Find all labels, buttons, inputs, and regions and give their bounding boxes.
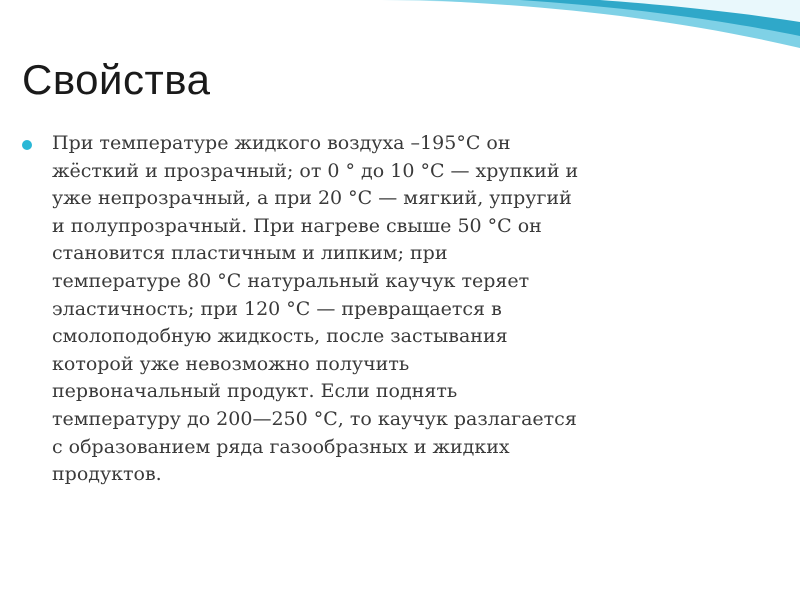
bullet-line: уже непрозрачный, а при 20 °С — мягкий, упругий	[52, 187, 572, 210]
slide-title: Свойства	[22, 56, 211, 103]
bullet-line: с образованием ряда газообразных и жидких	[52, 435, 510, 458]
bullet-line: смолоподобную жидкость, после застывания	[52, 325, 508, 348]
bullet-line: жёсткий и прозрачный; от 0 ° до 10 °С — хрупкий и	[52, 159, 579, 182]
bullet-line: температуре 80 °С натуральный каучук теряет	[52, 269, 530, 292]
wave-decoration	[0, 0, 800, 60]
bullet-line: эластичность; при 120 °С — превращается в	[52, 297, 502, 320]
bullet-line: которой уже невозможно получить	[52, 352, 410, 375]
bullet-line: продуктов.	[52, 463, 162, 486]
bullet-line: первоначальный продукт. Если поднять	[52, 380, 458, 403]
bullet-line: становится пластичным и липким; при	[52, 242, 448, 265]
bullet-text	[52, 130, 692, 489]
bullet-dot-icon	[22, 140, 32, 150]
bullet-line: температуру до 200—250 °С, то каучук разлагается	[52, 407, 577, 430]
bullet-line: При температуре жидкого воздуха –195°С он	[52, 132, 511, 154]
bullet-line: и полупрозрачный. При нагреве свыше 50 °С он	[52, 214, 542, 237]
